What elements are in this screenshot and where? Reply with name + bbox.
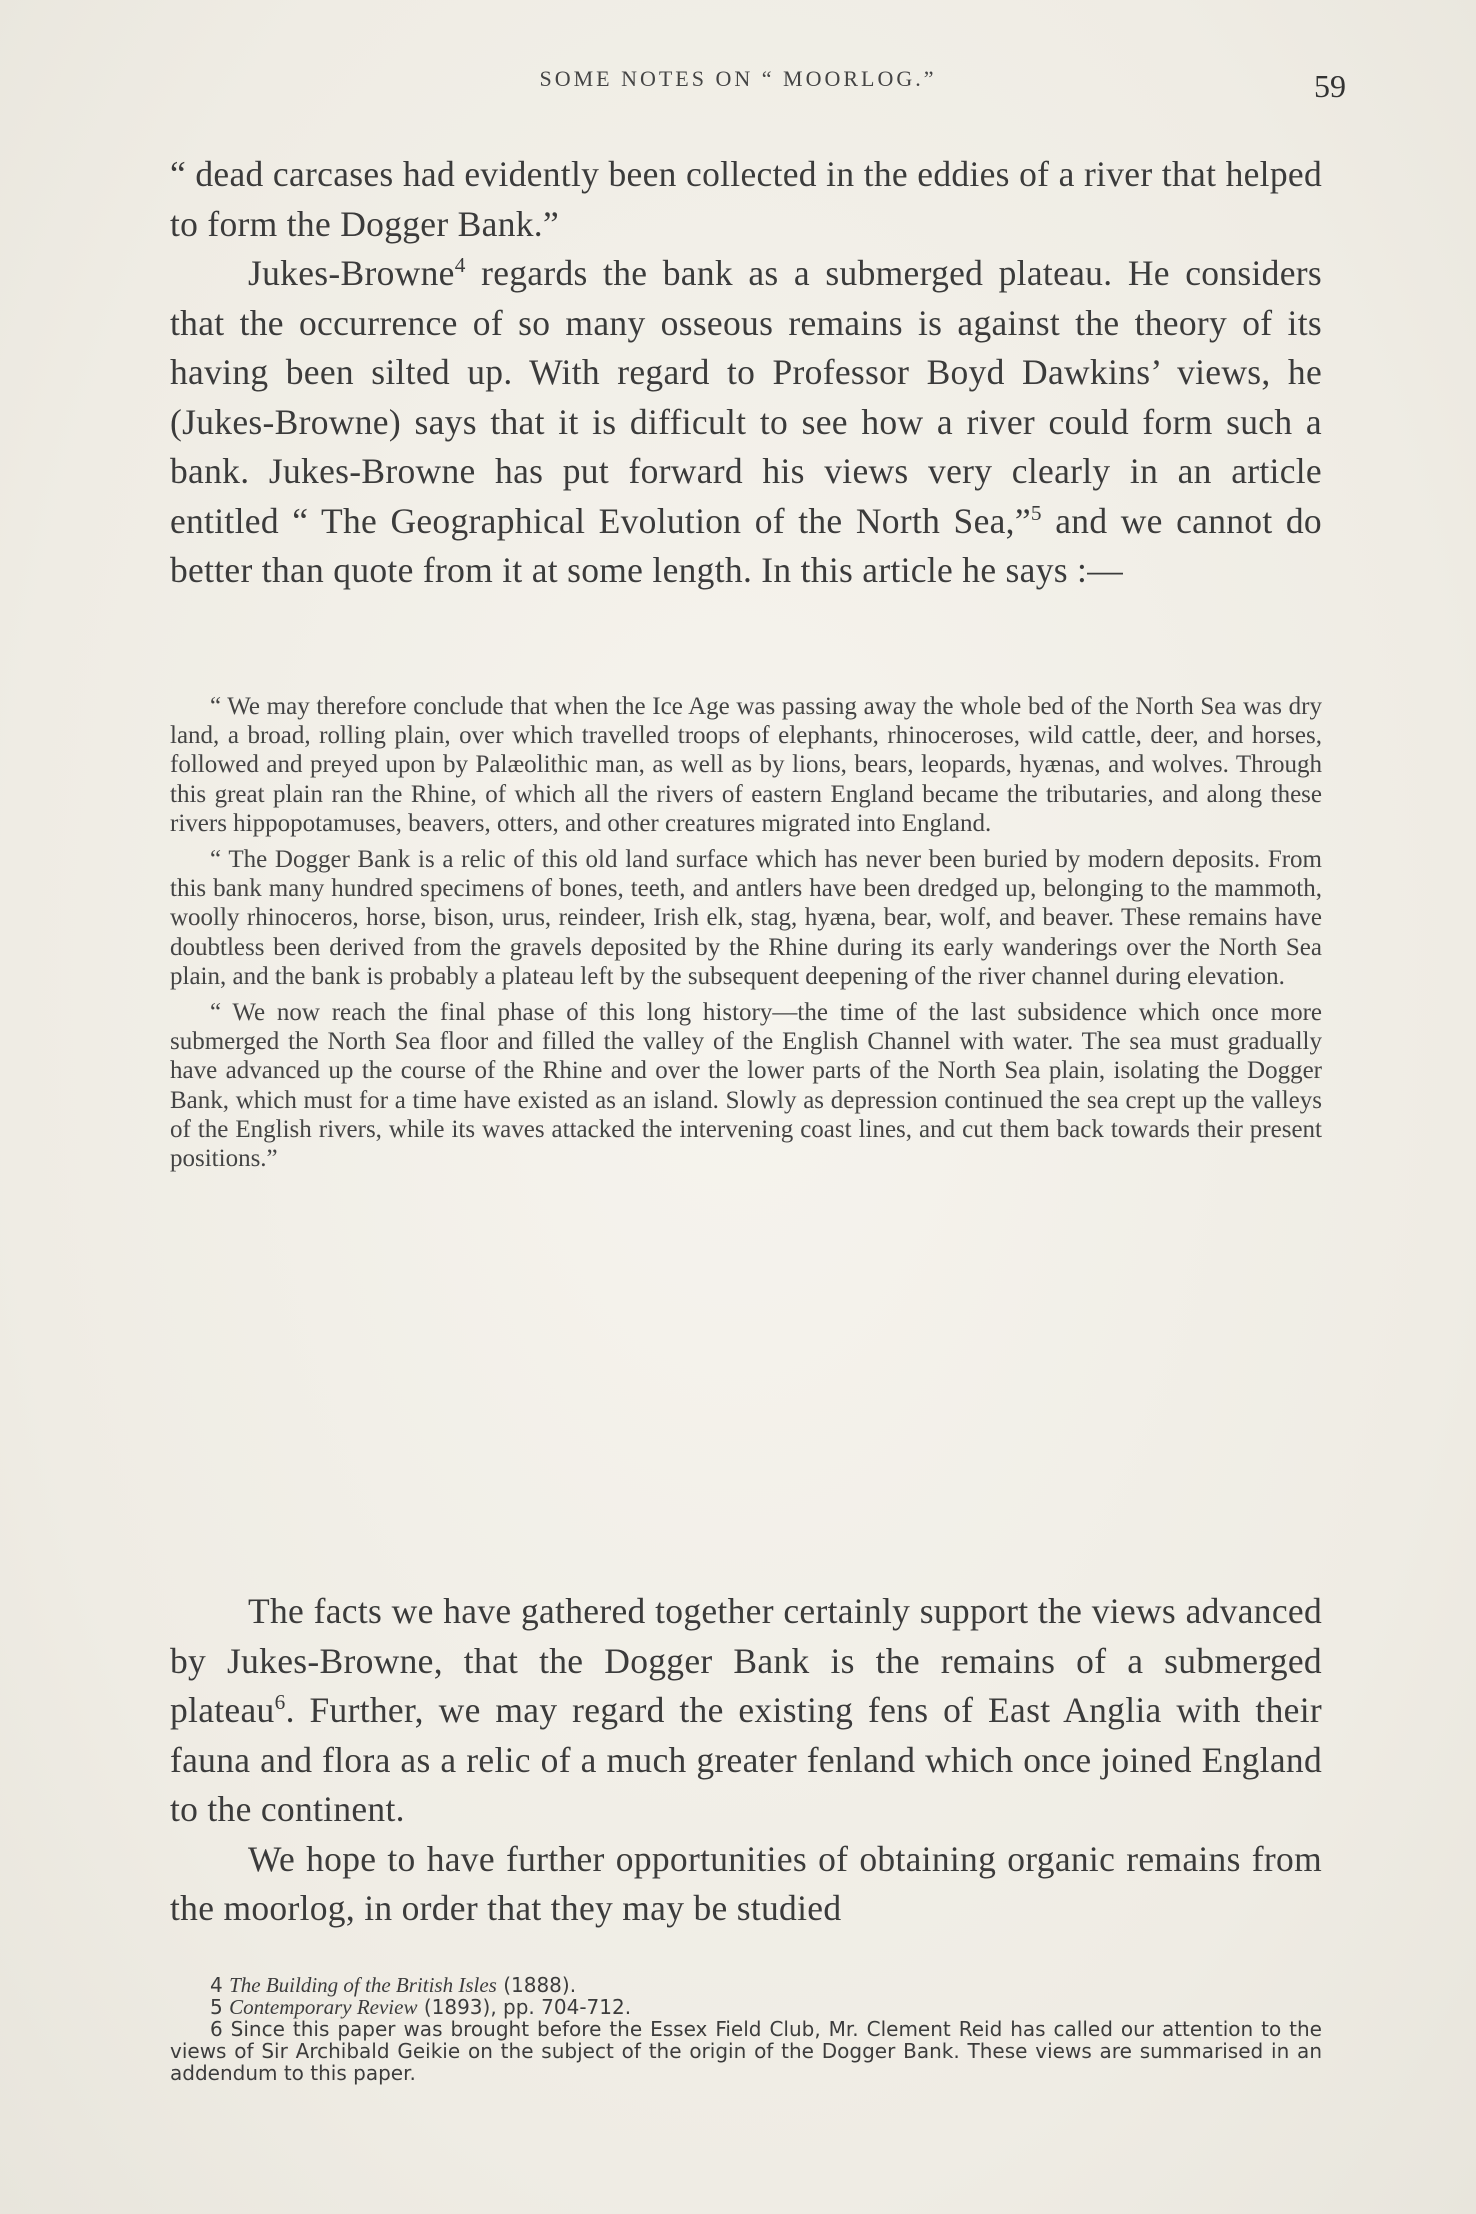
footnote-5	[170, 1996, 1322, 2018]
body-text-bottom	[170, 1587, 1322, 1934]
paragraph-jukes-browne	[170, 249, 1322, 596]
footnote-title: The Building of the British Isles	[229, 1973, 497, 1997]
paragraph-text: and we cannot do better than quote from it at some length. In this article he says :—	[170, 500, 1322, 590]
footnote-ref-4: 4	[454, 253, 466, 278]
block-quote	[170, 692, 1322, 1180]
footnote-title: Contemporary Review	[229, 1995, 418, 2019]
page-number: 59	[1314, 68, 1346, 104]
paragraph-text: . Further, we may regard the existing fens of East Anglia with their fauna and flora as a relic of a much greater fenland which once joined England to the continent.	[170, 1690, 1322, 1829]
footnotes	[170, 1974, 1322, 2084]
footnote-ref-5: 5	[1030, 500, 1042, 525]
quote-paragraph-ice-age: “ We may therefore conclude that when the Ice Age was passing away the whole bed of the North Sea was dry land, a broad, rolling plain, over which travelled troops of elephants, rhinoceroses, wild cattle, deer, and horses, followed and preyed upon by Palæolithic man, as well as by lions, bears, leopards, hyænas, and wolves. Through this great plain ran the Rhine, of which all the rivers of eastern England became the tributaries, and along these rivers hippopotamuses, beavers, otters, and other creatures migrated into England.	[170, 693, 1322, 837]
footnote-number: 4	[210, 1973, 230, 1997]
footnote-text: (1888).	[496, 1973, 577, 1997]
quote-paragraph-final-phase: “ We now reach the final phase of this long history—the time of the last subsidence which once more submerged the North Sea floor and filled the valley of the English Channel with water. The sea must gradually have advanced up the course of the Rhine and over the lower parts of the North Sea plain, isolating the Dogger Bank, which must for a time have existed as an island. Slowly as depression continued the sea crept up the valleys of the English rivers, while its waves attacked the intervening coast lines, and cut them back towards their present positions.”	[170, 999, 1322, 1173]
running-head	[160, 66, 1346, 106]
footnote-ref-6: 6	[274, 1690, 286, 1715]
paragraph-text: regards the bank as a submerged plateau. He considers that the occurrence of so many osseous remains is against the theory of its having been silted up. With regard to Professor Boyd Dawkins’ views, he (Jukes-Browne) says that it is difficult to see how a river could form such a bank. Jukes-Browne has put forward his views very clearly in an article entitled “ The Geographical Evolution of the North Sea,”	[170, 253, 1322, 541]
quote-paragraph-dogger-bank: “ The Dogger Bank is a relic of this old land surface which has never been buried by modern deposits. From this bank many hundred specimens of bones, teeth, and antlers have been dredged up, belonging to the mammoth, woolly rhinoceros, horse, bison, urus, reindeer, Irish elk, stag, hyæna, bear, wolf, and beaver. These remains have doubtless been derived from the gravels deposited by the Rhine during its early wanderings over the North Sea plain, and the bank is probably a plateau left by the subsequent deepening of the river channel during elevation.	[170, 846, 1322, 990]
paragraph-text: The facts we have gathered together certainly support the views advanced by Jukes-Browne, that the Dogger Bank is the remains of a submerged plateau	[170, 1591, 1322, 1730]
paragraph-text: Jukes-Browne	[248, 253, 455, 293]
footnote-text: (1893), pp. 704-712.	[417, 1995, 632, 2019]
paragraph-facts	[170, 1587, 1322, 1835]
paragraph-continued-quote: “ dead carcases had evidently been collected in the eddies of a river that helped to form the Dogger Bank.”	[170, 154, 1322, 244]
running-title: SOME NOTES ON “ MOORLOG.”	[539, 66, 937, 91]
footnote-4	[170, 1974, 1322, 1996]
paragraph-further-opportunities: We hope to have further opportunities of obtaining organic remains from the moorlog, in order that they may be studied	[170, 1838, 1322, 1928]
footnote-6	[170, 2018, 1322, 2084]
body-text-top	[170, 150, 1322, 596]
footnote-number: 5	[210, 1995, 230, 2019]
footnote-text: 6 Since this paper was brought before the Essex Field Club, Mr. Clement Reid has called our attention to the views of Sir Archibald Geikie on the subject of the origin of the Dogger Bank. These views are summarised in an addendum to this paper.	[170, 2017, 1322, 2085]
